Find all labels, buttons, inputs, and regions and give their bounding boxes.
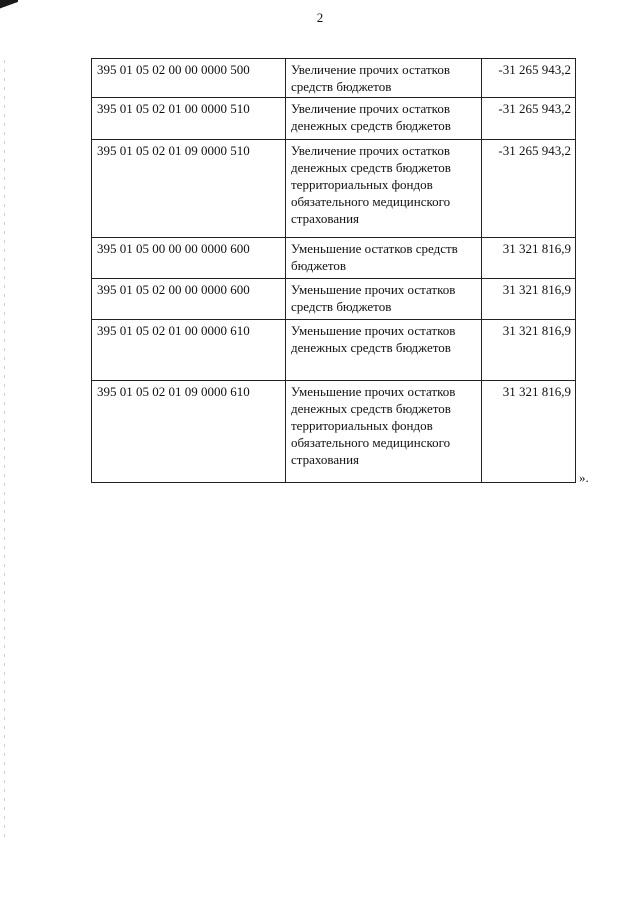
amount-cell: -31 265 943,2 [482, 98, 576, 140]
amount-cell: -31 265 943,2 [482, 140, 576, 238]
classification-code-cell: 395 01 05 00 00 00 0000 600 [92, 238, 286, 279]
amount-cell: 31 321 816,9 [482, 279, 576, 320]
scan-edge-artifact [4, 60, 5, 840]
classification-code-cell: 395 01 05 02 01 09 0000 510 [92, 140, 286, 238]
classification-code-cell: 395 01 05 02 00 00 0000 500 [92, 59, 286, 98]
amount-cell: 31 321 816,9 [482, 320, 576, 381]
table-row [92, 59, 576, 98]
table-row [92, 140, 576, 238]
table-row [92, 320, 576, 381]
classification-code-cell: 395 01 05 02 01 09 0000 610 [92, 381, 286, 483]
classification-code-cell: 395 01 05 02 00 00 0000 600 [92, 279, 286, 320]
page-number: 2 [316, 10, 324, 25]
classification-code-cell: 395 01 05 02 01 00 0000 610 [92, 320, 286, 381]
description-cell: Уменьшение прочих остатков денежных средств бюджетов [286, 320, 482, 381]
description-cell: Увеличение прочих остатков денежных средств бюджетов территориальных фондов обязательного медицинского страхования [286, 140, 482, 238]
budget-sources-table [91, 58, 576, 483]
description-cell: Увеличение прочих остатков денежных средств бюджетов [286, 98, 482, 140]
classification-code-cell: 395 01 05 02 01 00 0000 510 [92, 98, 286, 140]
description-cell: Увеличение прочих остатков средств бюджетов [286, 59, 482, 98]
amount-cell: -31 265 943,2 [482, 59, 576, 98]
closing-quote-mark: ». [579, 470, 589, 485]
description-cell: Уменьшение прочих остатков денежных средств бюджетов территориальных фондов обязательного медицинского страхования [286, 381, 482, 483]
table-row [92, 98, 576, 140]
description-cell: Уменьшение остатков средств бюджетов [286, 238, 482, 279]
table-row [92, 238, 576, 279]
description-cell: Уменьшение прочих остатков средств бюджетов [286, 279, 482, 320]
amount-cell: 31 321 816,9 [482, 381, 576, 483]
amount-cell: 31 321 816,9 [482, 238, 576, 279]
table-row [92, 279, 576, 320]
table-row [92, 381, 576, 483]
